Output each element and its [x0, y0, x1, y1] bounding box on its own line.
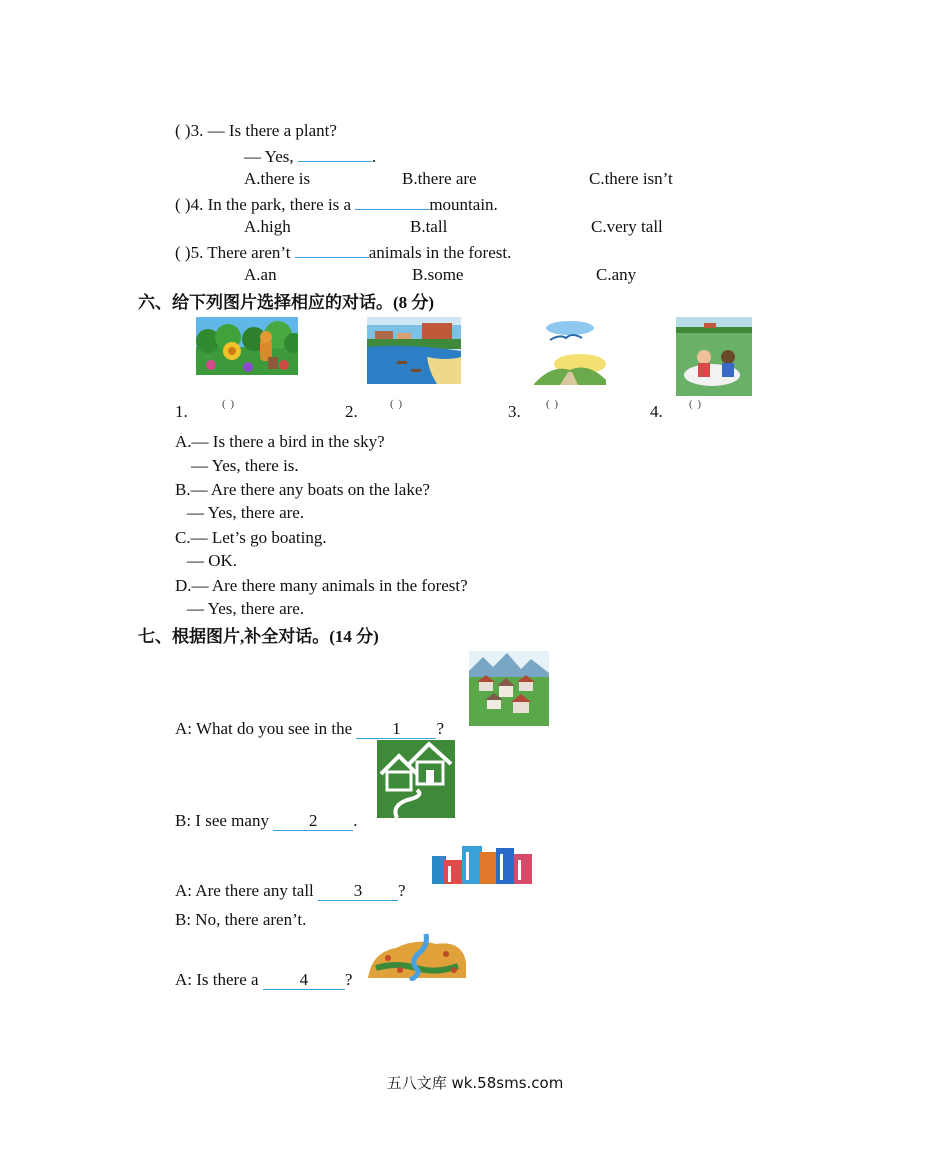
- village-picture: [469, 651, 549, 726]
- river-picture: [366, 932, 468, 981]
- picture-4-label: 4.: [650, 402, 663, 421]
- answer-blank[interactable]: [298, 145, 372, 162]
- picture-3-answer[interactable]: ( ): [546, 398, 560, 410]
- dialog-b-answer: — Yes, there are.: [187, 503, 305, 522]
- answer-paren[interactable]: ( )4.: [175, 195, 204, 214]
- option-b: B.some: [412, 265, 464, 284]
- answer-blank[interactable]: [295, 241, 369, 258]
- buildings-picture: [430, 842, 536, 887]
- question-3-answer: — Yes, .: [244, 147, 377, 166]
- section-7-title: 七、根据图片,补全对话。(14 分): [138, 627, 379, 646]
- section-6-title: 六、给下列图片选择相应的对话。(8 分): [138, 293, 435, 312]
- picture-1-answer[interactable]: ( ): [222, 398, 236, 410]
- question-text: — Is there a plant?: [207, 121, 337, 140]
- picture-1-label: 1.: [175, 402, 188, 421]
- option-c: C.any: [596, 265, 637, 284]
- option-a: A.high: [244, 217, 291, 236]
- option-b: B.tall: [410, 217, 448, 236]
- answer-blank-3[interactable]: 3: [318, 882, 398, 901]
- question-3: [175, 121, 337, 141]
- answer-blank-2[interactable]: 2: [273, 812, 353, 831]
- houses-picture: [377, 740, 455, 818]
- dialog-line-4: B: No, there aren’t.: [175, 910, 307, 929]
- boating-picture: [676, 317, 752, 396]
- dialog-a-answer: — Yes, there is.: [191, 456, 299, 475]
- option-c: C.very tall: [591, 217, 663, 236]
- dialog-a-question: A.— Is there a bird in the sky?: [175, 432, 385, 451]
- option-a: A.there is: [244, 169, 311, 188]
- answer-paren[interactable]: ( )3.: [175, 121, 204, 140]
- dialog-b-question: B.— Are there any boats on the lake?: [175, 480, 430, 499]
- answer-blank-4[interactable]: 4: [263, 971, 345, 990]
- picture-3-label: 3.: [508, 402, 521, 421]
- picture-4-answer[interactable]: ( ): [689, 398, 703, 410]
- option-a: A.an: [244, 265, 277, 284]
- answer-blank-1[interactable]: 1: [356, 720, 436, 739]
- dialog-line-2: B: I see many 2 .: [175, 811, 358, 830]
- dialog-d-question: D.— Are there many animals in the forest?: [175, 576, 468, 595]
- bird-sky-picture: [530, 318, 608, 385]
- dialog-line-1: A: What do you see in the 1 ?: [175, 719, 445, 738]
- dialog-line-3: A: Are there any tall 3 ?: [175, 881, 406, 900]
- lake-boats-picture: [367, 317, 461, 384]
- dialog-line-5: A: Is there a 4 ?: [175, 970, 353, 989]
- dialog-c-answer: — OK.: [187, 551, 238, 570]
- answer-blank[interactable]: [355, 193, 429, 210]
- answer-paren[interactable]: ( )5.: [175, 243, 204, 262]
- question-5: ( )5. There aren’t animals in the forest.: [175, 243, 512, 262]
- question-4: ( )4. In the park, there is a mountain.: [175, 195, 498, 214]
- picture-2-label: 2.: [345, 402, 358, 421]
- forest-animals-picture: [196, 317, 298, 375]
- option-b: B.there are: [402, 169, 477, 188]
- picture-2-answer[interactable]: ( ): [390, 398, 404, 410]
- dialog-c-question: C.— Let’s go boating.: [175, 528, 327, 547]
- dialog-d-answer: — Yes, there are.: [187, 599, 305, 618]
- footer-watermark: 五八文库 wk.58sms.com: [386, 1074, 564, 1092]
- option-c: C.there isn’t: [589, 169, 673, 188]
